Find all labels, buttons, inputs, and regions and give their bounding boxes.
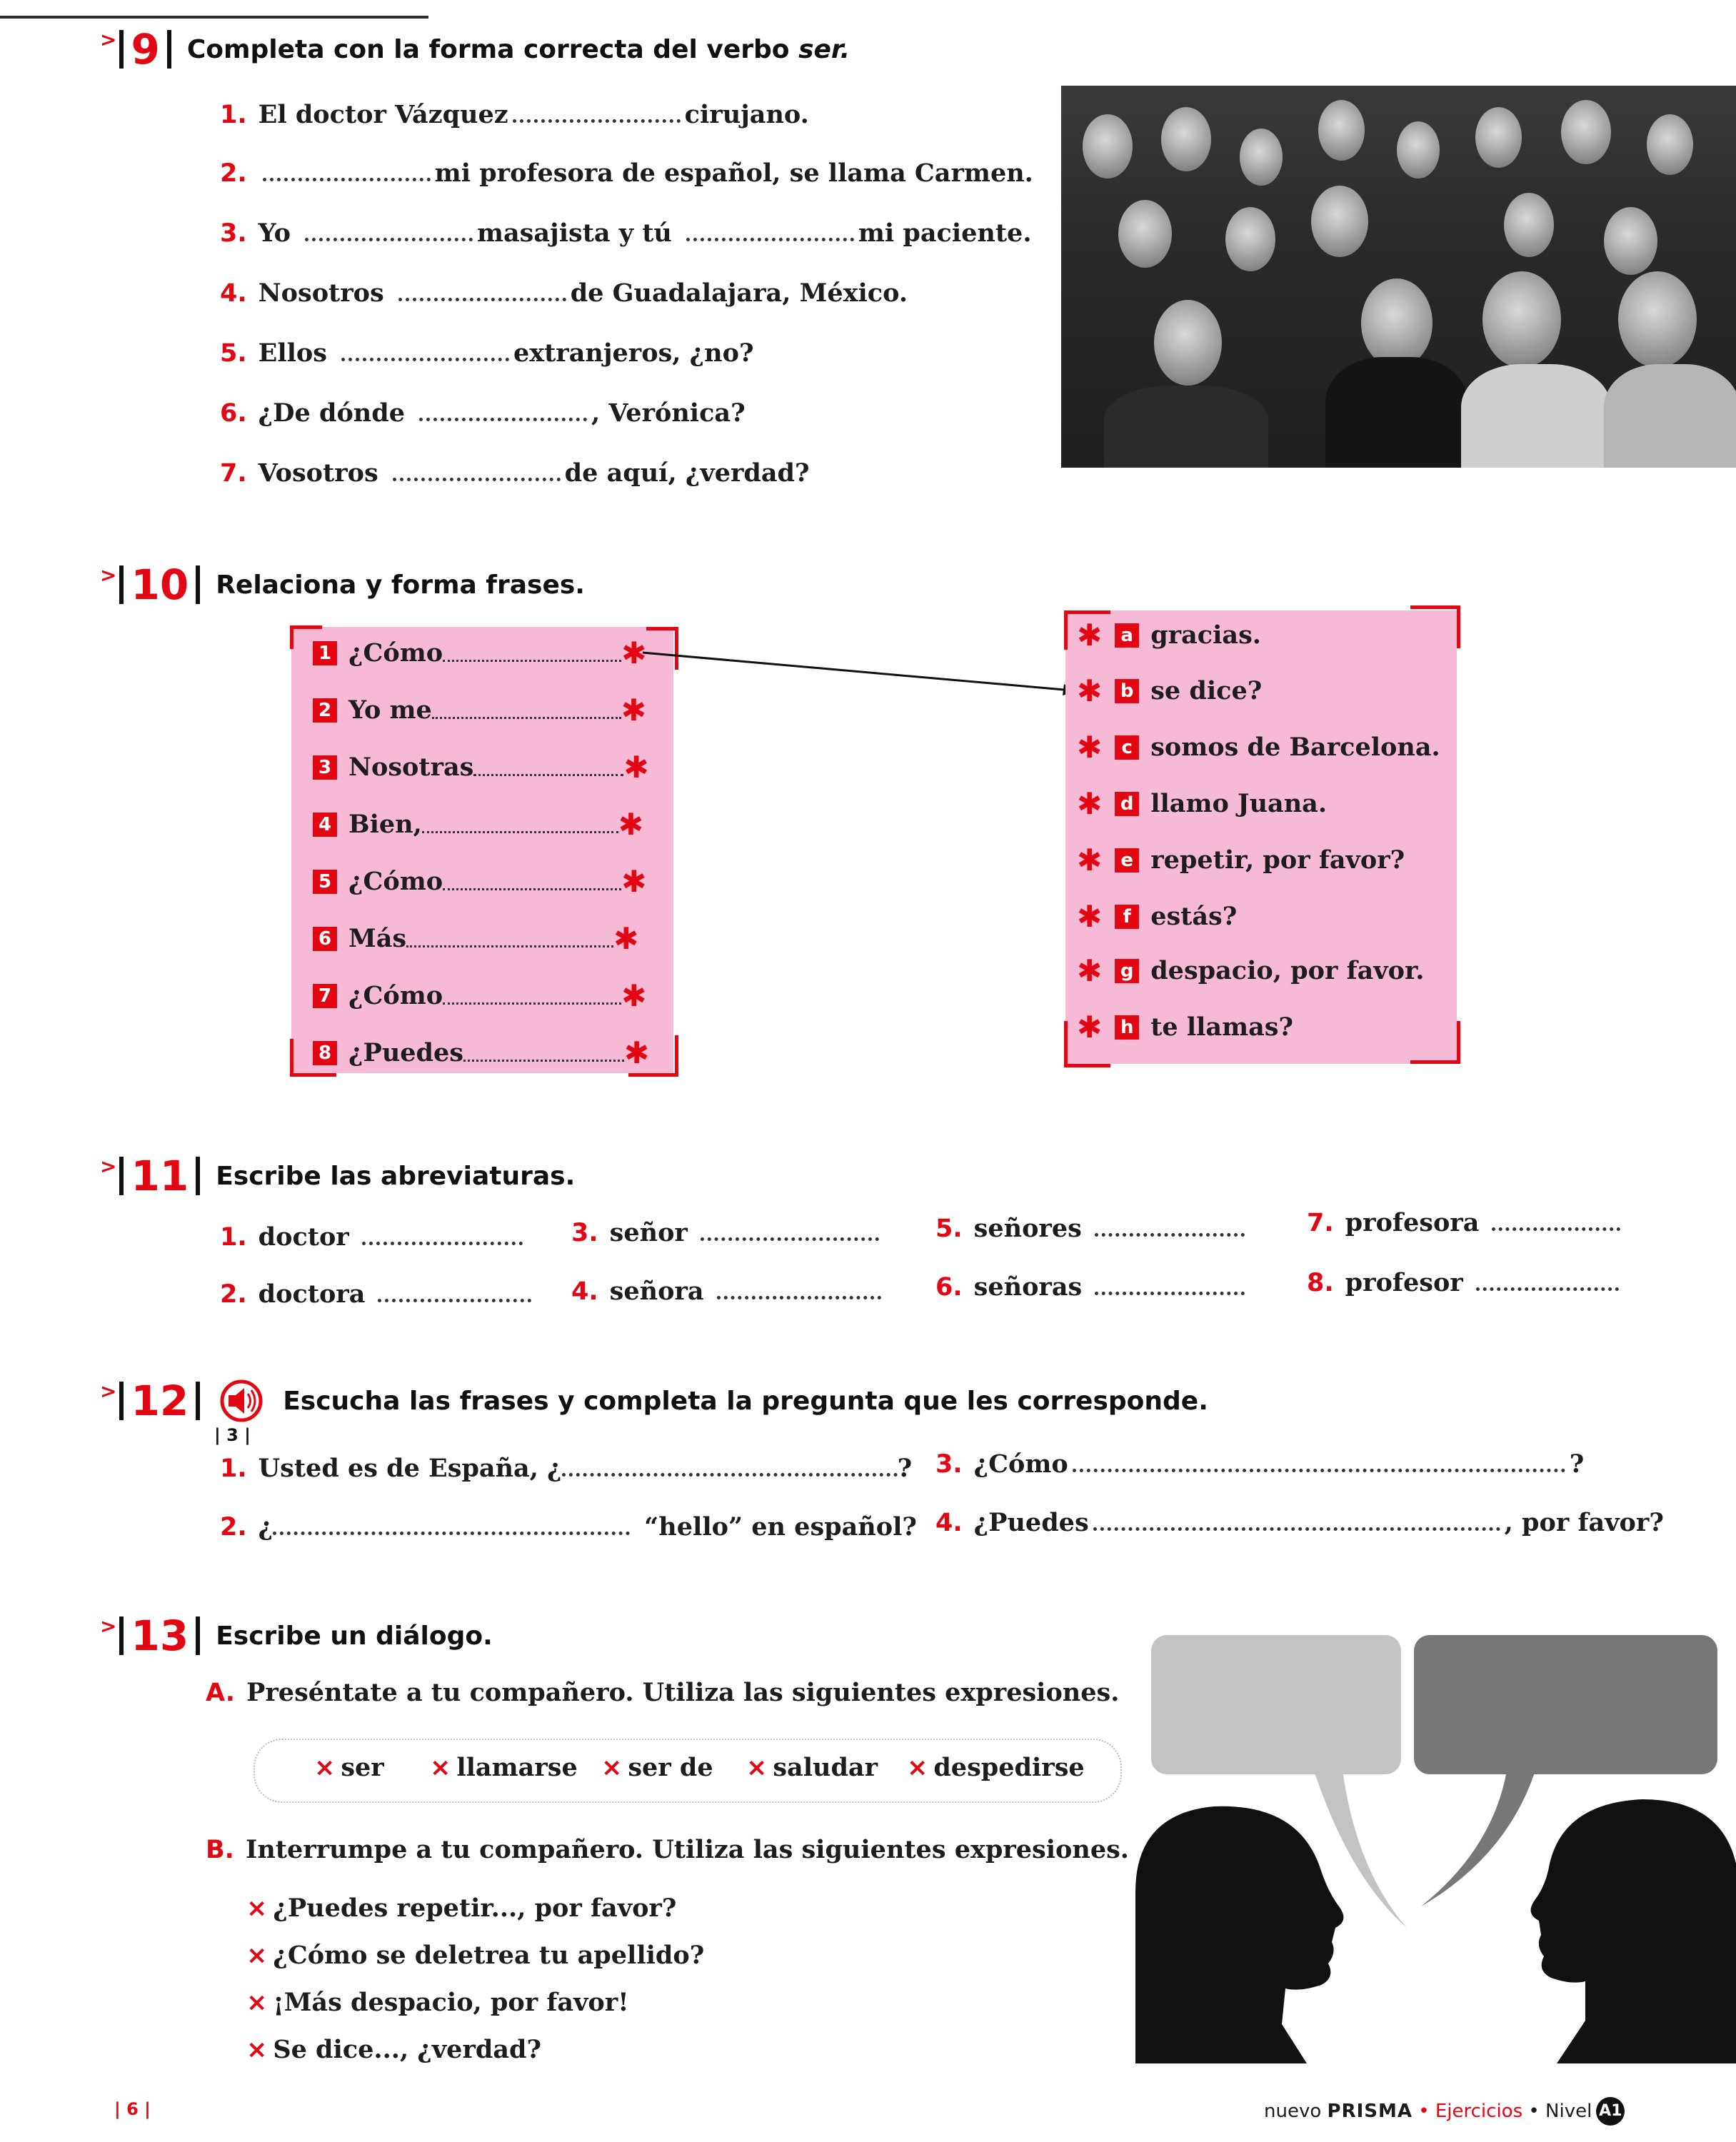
- exercise-number: 12: [131, 1377, 189, 1425]
- left-item-8[interactable]: 8 ¿Puedes ✱: [313, 1035, 649, 1070]
- answer-blank[interactable]: [686, 225, 854, 241]
- left-item-7[interactable]: 7 ¿Cómo ✱: [313, 978, 646, 1013]
- ex11-item-4: 4. señora: [571, 1277, 885, 1306]
- answer-blank[interactable]: [341, 345, 509, 361]
- ex9-item-6: 6. ¿De dónde , Verónica?: [220, 398, 746, 428]
- answer-blank[interactable]: [1095, 1220, 1245, 1237]
- match-dot[interactable]: ✱: [1077, 786, 1103, 821]
- ex13-part-a: A. Preséntate a tu compañero. Utiliza las siguientes expresiones.: [206, 1678, 1120, 1707]
- ex13-part-b: B. Interrumpe a tu compañero. Utiliza las siguientes expresiones.: [206, 1835, 1129, 1864]
- divider: [167, 30, 171, 69]
- expression-item: × ser de: [601, 1753, 713, 1782]
- ex13-b-item-4: × Se dice..., ¿verdad?: [246, 2035, 542, 2064]
- ex12-item-4: 4. ¿Puedes , por favor?: [935, 1508, 1664, 1537]
- top-rule: [0, 16, 428, 19]
- right-item-f[interactable]: ✱ f estás?: [1077, 899, 1238, 934]
- expression-item: × despedirse: [907, 1753, 1085, 1782]
- left-item-2[interactable]: 2 Yo me ✱: [313, 693, 646, 728]
- ex11-item-8: 8. profesor: [1307, 1268, 1623, 1297]
- ex11-item-2: 2. doctora: [220, 1279, 536, 1309]
- answer-blank[interactable]: [263, 165, 431, 181]
- track-number: | 3 |: [214, 1425, 251, 1445]
- exercise-13-header: [100, 1611, 493, 1660]
- answer-blank[interactable]: [701, 1225, 879, 1241]
- exercise-12-header: [100, 1377, 1208, 1425]
- page-number: | 6 |: [114, 2099, 151, 2119]
- answer-blank[interactable]: [1492, 1215, 1620, 1231]
- dialogue-illustration: [1135, 1635, 1736, 2063]
- match-dot[interactable]: ✱: [613, 921, 639, 956]
- match-dot[interactable]: ✱: [621, 864, 647, 899]
- divider: [119, 565, 124, 604]
- exercise-title: Escribe un diálogo.: [216, 1621, 493, 1651]
- book-footer: nuevo PRISMA • Ejercicios • Nivel A1: [1264, 2097, 1625, 2126]
- exercise-10-header: [100, 560, 585, 609]
- expression-item: × ser: [314, 1753, 384, 1782]
- exercise-number: 11: [131, 1152, 189, 1200]
- ex12-item-2: 2. ¿ “hello” en español?: [220, 1512, 917, 1542]
- ex11-item-7: 7. profesora: [1307, 1208, 1625, 1237]
- exercise-number: 10: [131, 560, 189, 609]
- match-dot[interactable]: ✱: [1077, 730, 1103, 765]
- match-dot[interactable]: ✱: [1077, 899, 1103, 934]
- right-item-c[interactable]: ✱ c somos de Barcelona.: [1077, 730, 1440, 765]
- match-dot[interactable]: ✱: [623, 750, 649, 785]
- right-item-a[interactable]: ✱ a gracias.: [1077, 618, 1261, 653]
- match-dot[interactable]: ✱: [621, 693, 646, 728]
- arrow-mark: >: [100, 1379, 117, 1403]
- exercise-11-header: [100, 1152, 576, 1200]
- divider: [119, 1616, 124, 1655]
- right-item-e[interactable]: ✱ e repetir, por favor?: [1077, 843, 1405, 878]
- match-dot[interactable]: ✱: [1077, 618, 1103, 653]
- ex13-b-item-2: × ¿Cómo se deletrea tu apellido?: [246, 1941, 705, 1970]
- arrow-mark: >: [100, 1154, 117, 1178]
- expression-item: × saludar: [746, 1753, 878, 1782]
- answer-blank[interactable]: [362, 1229, 523, 1245]
- arrow-mark: >: [100, 563, 117, 587]
- ex11-item-5: 5. señores: [935, 1214, 1249, 1243]
- ex12-item-3: 3. ¿Cómo ?: [935, 1449, 1585, 1479]
- divider: [196, 1616, 200, 1655]
- left-item-5[interactable]: 5 ¿Cómo ✱: [313, 864, 646, 899]
- divider: [119, 1382, 124, 1420]
- ex9-item-3: 3. Yo masajista y tú mi paciente.: [220, 218, 1032, 248]
- answer-blank[interactable]: [717, 1283, 881, 1299]
- right-item-b[interactable]: ✱ b se dice?: [1077, 673, 1263, 708]
- exercise-9-header: [100, 25, 851, 74]
- match-dot[interactable]: ✱: [621, 978, 647, 1013]
- arrow-mark: >: [100, 1614, 117, 1638]
- ex9-item-1: 1. El doctor Vázquez cirujano.: [220, 100, 809, 129]
- answer-blank[interactable]: [1476, 1274, 1619, 1291]
- match-dot[interactable]: ✱: [624, 1035, 650, 1070]
- ex9-item-5: 5. Ellos extranjeros, ¿no?: [220, 338, 754, 368]
- exercise-title: Escribe las abreviaturas.: [216, 1161, 576, 1191]
- crowd-photo: [1061, 86, 1736, 468]
- match-arrow: [636, 643, 1107, 700]
- divider: [119, 1157, 124, 1195]
- left-item-3[interactable]: 3 Nosotras ✱: [313, 750, 649, 785]
- expression-item: × llamarse: [430, 1753, 578, 1782]
- ex9-item-7: 7. Vosotros de aquí, ¿verdad?: [220, 458, 810, 488]
- match-dot[interactable]: ✱: [621, 635, 647, 670]
- divider: [119, 30, 124, 69]
- right-item-h[interactable]: ✱ h te llamas?: [1077, 1010, 1294, 1045]
- answer-blank[interactable]: [1093, 1514, 1500, 1531]
- ex9-item-2: 2. mi profesora de español, se llama Carmen.: [220, 159, 1033, 188]
- answer-blank[interactable]: [513, 106, 681, 123]
- right-item-g[interactable]: ✱ g despacio, por favor.: [1077, 953, 1425, 988]
- bracket-corner: [1410, 605, 1460, 648]
- bracket-corner: [1410, 1021, 1460, 1064]
- ex11-item-1: 1. doctor: [220, 1222, 527, 1252]
- right-item-d[interactable]: ✱ d llamo Juana.: [1077, 786, 1328, 821]
- divider: [196, 1382, 200, 1420]
- exercise-title: Completa con la forma correcta del verbo ser.: [186, 34, 851, 64]
- match-dot[interactable]: ✱: [618, 807, 643, 842]
- ex11-item-6: 6. señoras: [935, 1272, 1249, 1302]
- answer-blank[interactable]: [305, 225, 473, 241]
- match-dot[interactable]: ✱: [1077, 843, 1103, 878]
- ex9-item-4: 4. Nosotros de Guadalajara, México.: [220, 278, 908, 308]
- divider: [196, 565, 200, 604]
- answer-blank[interactable]: [562, 1460, 898, 1477]
- answer-blank[interactable]: [398, 285, 566, 301]
- answer-blank[interactable]: [419, 405, 587, 421]
- ex12-item-1: 1. Usted es de España, ¿ ?: [220, 1454, 913, 1483]
- left-item-1[interactable]: 1 ¿Cómo ✱: [313, 635, 646, 670]
- audio-icon[interactable]: [216, 1379, 267, 1422]
- answer-blank[interactable]: [1073, 1456, 1565, 1472]
- match-dot[interactable]: ✱: [1077, 673, 1103, 708]
- answer-blank[interactable]: [273, 1519, 630, 1535]
- answer-blank[interactable]: [393, 465, 561, 481]
- left-item-4[interactable]: 4 Bien, ✱: [313, 807, 643, 842]
- level-badge: A1: [1596, 2097, 1625, 2126]
- arrow-mark: >: [100, 27, 117, 51]
- exercise-title: Escucha las frases y completa la pregunta que les corresponde.: [283, 1386, 1208, 1416]
- answer-blank[interactable]: [378, 1286, 531, 1302]
- match-dot[interactable]: ✱: [1077, 953, 1103, 988]
- exercise-number: 13: [131, 1611, 189, 1660]
- exercise-number: 9: [131, 25, 160, 74]
- divider: [196, 1157, 200, 1195]
- left-item-6[interactable]: 6 Más ✱: [313, 921, 638, 956]
- exercise-title: Relaciona y forma frases.: [216, 570, 585, 600]
- match-dot[interactable]: ✱: [1077, 1010, 1103, 1045]
- ex11-item-3: 3. señor: [571, 1218, 883, 1247]
- ex13-b-item-1: × ¿Puedes repetir..., por favor?: [246, 1894, 677, 1923]
- ex13-b-item-3: × ¡Más despacio, por favor!: [246, 1988, 629, 2017]
- answer-blank[interactable]: [1095, 1279, 1245, 1295]
